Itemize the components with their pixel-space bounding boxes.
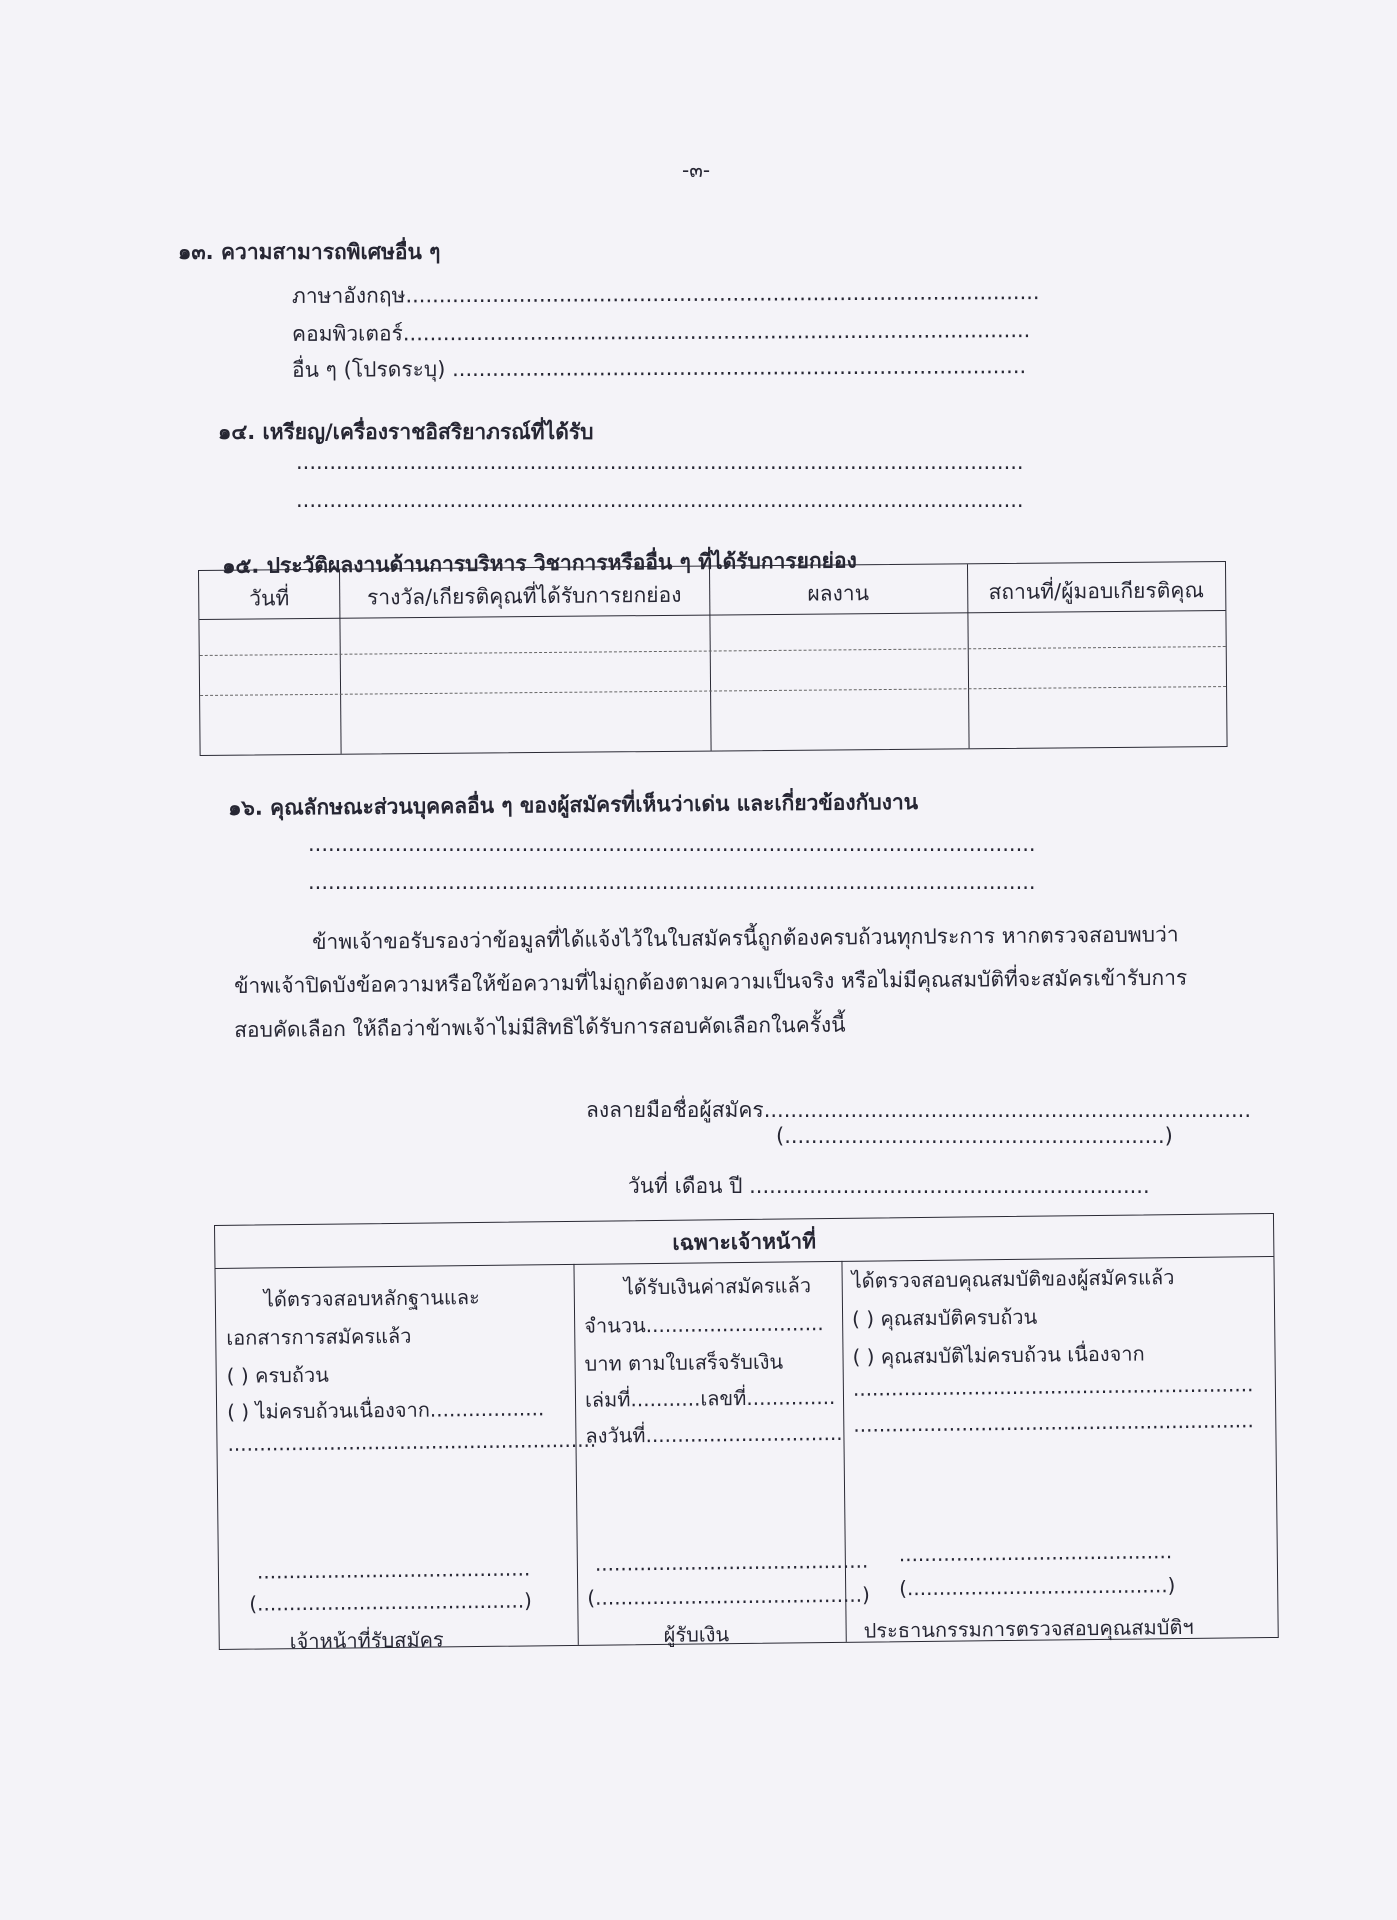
chairman-signature-line[interactable]: ........................................... — [898, 1539, 1173, 1567]
section-16-heading: ๑๖. คุณลักษณะส่วนบุคคลอื่น ๆ ของผู้สมัครที่เห็นว่าเด่น และเกี่ยวข้องกับงาน — [228, 789, 919, 820]
declaration-line-3: สอบคัดเลือก ให้ถือว่าข้าพเจ้าไม่มีสิทธิได้รับการสอบคัดเลือกในครั้งนี้ — [234, 1012, 846, 1042]
chairman-name-line[interactable]: (.........................................) — [899, 1573, 1176, 1601]
fee-receipt-label: บาท ตามใบเสร็จรับเงิน — [584, 1349, 784, 1376]
section-14-heading: ๑๔. เหรียญ/เครื่องราชอิสริยาภรณ์ที่ได้รับ — [218, 420, 594, 444]
office-use-box — [214, 1213, 1279, 1654]
section-13-heading: ๑๓. ความสามารถพิเศษอื่น ๆ — [178, 240, 441, 264]
fee-received-column — [573, 1261, 870, 1647]
receipt-book-number-line[interactable]: เล่มที่...........เลขที่.............. — [584, 1384, 836, 1412]
documents-complete-checkbox[interactable]: ( ) ครบถ้วน — [226, 1362, 329, 1388]
column-header-work: ผลงาน — [807, 581, 870, 606]
fee-amount-line[interactable]: จำนวน............................ — [584, 1311, 824, 1338]
staff-name-line[interactable]: (..........................................) — [249, 1588, 533, 1616]
english-field[interactable]: ภาษาอังกฤษ............................................................................................... — [291, 280, 1040, 308]
column-header-award: รางวัล/เกียรติคุณที่ได้รับการยกย่อง — [366, 582, 682, 610]
qualification-reason-line-2[interactable]: ............................................................... — [853, 1408, 1254, 1437]
medals-line-2[interactable]: ............................................................................................................. — [296, 488, 1024, 512]
qualification-check-title: ได้ตรวจสอบคุณสมบัติของผู้สมัครแล้ว — [851, 1265, 1175, 1293]
chairman-role-label: ประธานกรรมการตรวจสอบคุณสมบัติฯ — [863, 1614, 1194, 1643]
traits-line-1[interactable]: ............................................................................................................. — [308, 832, 1036, 856]
achievements-table — [198, 561, 1228, 756]
cashier-role-label: ผู้รับเงิน — [663, 1622, 730, 1647]
fee-received-title: ได้รับเงินค่าสมัครแล้ว — [623, 1273, 812, 1300]
declaration-line-1: ข้าพเจ้าขอรับรองว่าข้อมูลที่ได้แจ้งไว้ในใบสมัครนี้ถูกต้องครบถ้วนทุกประการ หากตรวจสอบพบว่า — [312, 922, 1179, 954]
staff-signature-line[interactable]: ........................................... — [256, 1556, 531, 1584]
column-header-date: วันที่ — [249, 586, 290, 611]
office-use-title: เฉพาะเจ้าหน้าที่ — [215, 1214, 1273, 1269]
document-check-column — [215, 1264, 597, 1654]
applicant-name-line[interactable]: (.........................................................) — [776, 1124, 1173, 1148]
not-qualified-checkbox[interactable]: ( ) คุณสมบัติไม่ครบถ้วน เนื่องจาก — [852, 1341, 1145, 1369]
qualified-checkbox[interactable]: ( ) คุณสมบัติครบถ้วน — [851, 1304, 1038, 1331]
medals-line-1[interactable]: ............................................................................................................. — [296, 450, 1024, 474]
column-header-place: สถานที่/ผู้มอบเกียรติคุณ — [988, 578, 1204, 605]
cashier-name-line[interactable]: (..........................................) — [587, 1582, 870, 1610]
receipt-date-line[interactable]: ลงวันที่............................... — [585, 1420, 843, 1448]
document-check-title: ได้ตรวจสอบหลักฐานและ — [263, 1284, 480, 1312]
qualification-check-column — [841, 1256, 1279, 1642]
traits-line-2[interactable]: ............................................................................................................. — [308, 870, 1036, 894]
page-number: -๓- — [682, 158, 711, 182]
cashier-signature-line[interactable]: ........................................... — [594, 1548, 869, 1576]
section-15-heading: ๑๕. ประวัติผลงานด้านการบริหาร วิชาการหรืออื่น ๆ ที่ได้รับการยกย่อง — [222, 548, 857, 578]
documents-incomplete-checkbox[interactable]: ( ) ไม่ครบถ้วนเนื่องจาก.................. — [226, 1396, 545, 1424]
declaration-line-2: ข้าพเจ้าปิดบังข้อความหรือให้ข้อความที่ไม่ถูกต้องตามความเป็นจริง หรือไม่มีคุณสมบัติที่จะสมัครเข้ารับการ — [234, 965, 1188, 998]
staff-role-label: เจ้าหน้าที่รับสมัคร — [289, 1627, 444, 1654]
documents-reason-line[interactable]: .......................................................... — [227, 1427, 597, 1456]
applicant-signature-line[interactable]: ลงลายมือชื่อผู้สมัคร......................................................................... — [586, 1098, 1251, 1122]
signature-date-line[interactable]: วันที่ เดือน ปี ............................................................ — [628, 1174, 1150, 1198]
document-check-subtitle: เอกสารการสมัครแล้ว — [226, 1323, 412, 1350]
computer-field[interactable]: คอมพิวเตอร์.............................................................................................. — [291, 318, 1031, 346]
other-skills-field[interactable]: อื่น ๆ (โปรดระบุ) ...................................................................................... — [291, 354, 1027, 382]
qualification-reason-line-1[interactable]: ............................................................... — [852, 1372, 1254, 1401]
